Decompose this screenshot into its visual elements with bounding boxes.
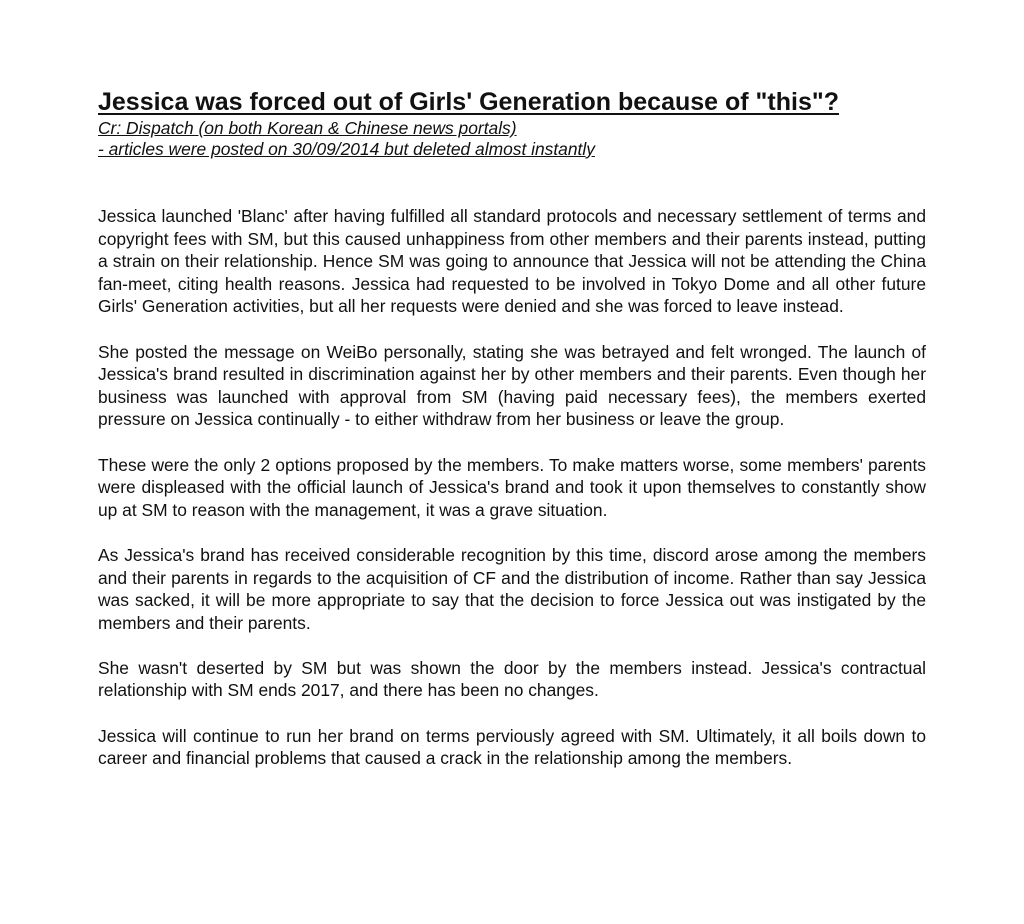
posting-note: - articles were posted on 30/09/2014 but deleted almost instantly <box>98 139 595 159</box>
document <box>98 86 926 792</box>
paragraph: Jessica launched 'Blanc' after having fulfilled all standard protocols and necessary settlement of terms and copyright fees with SM, but this caused unhappiness from other members and their parents instead, putting a strain on their relationship. Hence SM was going to announce that Jessica will not be attending the China fan-meet, citing health reasons. Jessica had requested to be involved in Tokyo Dome and all other future Girls' Generation activities, but all her requests were denied and she was forced to leave instead. <box>98 206 926 317</box>
document-title: Jessica was forced out of Girls' Generation because of "this"? <box>98 88 839 116</box>
paragraph: These were the only 2 options proposed by the members. To make matters worse, some members' parents were displeased with the official launch of Jessica's brand and took it upon themselves to constantly show up at SM to reason with the management, it was a grave situation. <box>98 454 926 520</box>
document-body <box>98 205 926 770</box>
paragraph: She posted the message on WeiBo personally, stating she was betrayed and felt wronged. The launch of Jessica's brand resulted in discrimination against her by other members and their parents. Even though her business was launched with approval from SM (having paid necessary fees), the members exerted pressure on Jessica continually - to either withdraw from her business or leave the group. <box>98 341 926 430</box>
credit-line: Cr: Dispatch (on both Korean & Chinese news portals) <box>98 118 517 138</box>
paragraph: She wasn't deserted by SM but was shown the door by the members instead. Jessica's contractual relationship with SM ends 2017, and there has been no changes. <box>98 657 926 701</box>
paragraph: As Jessica's brand has received considerable recognition by this time, discord arose among the members and their parents in regards to the acquisition of CF and the distribution of income. Rather than say Jessica was sacked, it will be more appropriate to say that the decision to force Jessica out was instigated by the members and their parents. <box>98 544 926 633</box>
paragraph: Jessica will continue to run her brand on terms perviously agreed with SM. Ultimately, it all boils down to career and financial problems that caused a crack in the relationship among the members. <box>98 725 926 769</box>
